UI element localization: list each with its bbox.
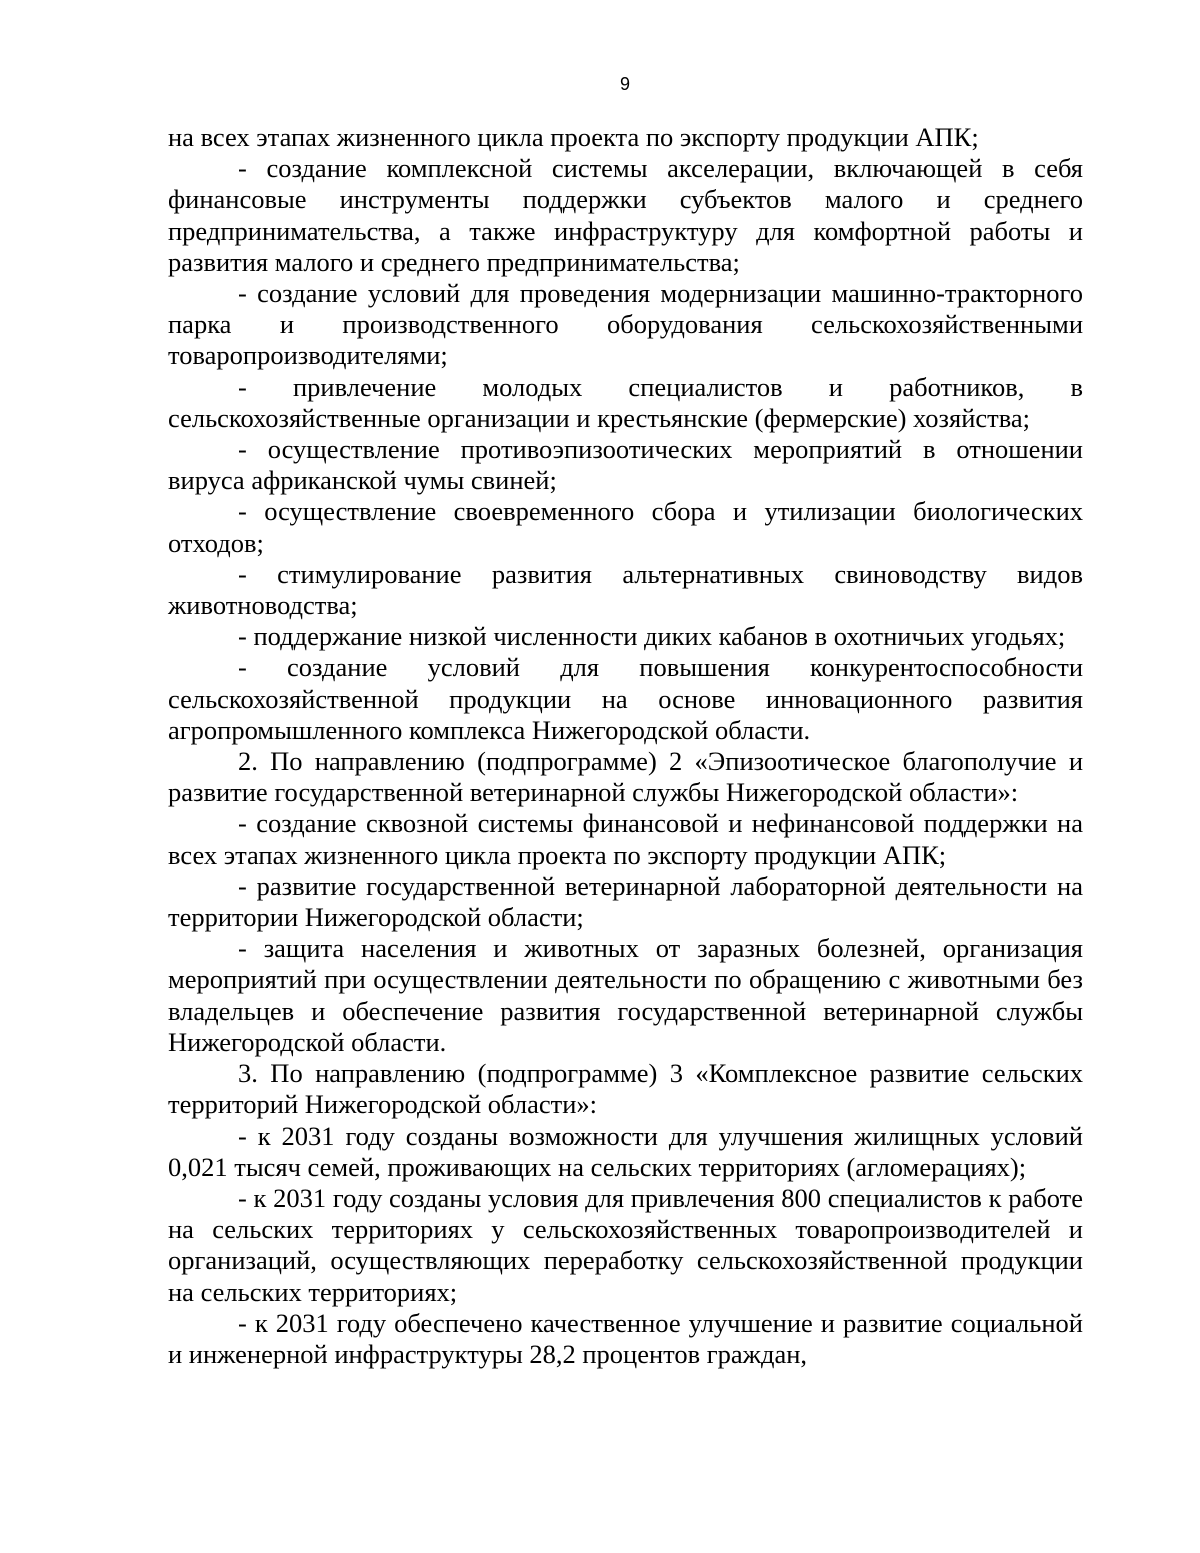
paragraph: - к 2031 году созданы возможности для улучшения жилищных условий 0,021 тысяч семей, проживающих на сельских территориях (агломерациях); [168, 1120, 1083, 1182]
paragraph: - создание сквозной системы финансовой и нефинансовой поддержки на всех этапах жизненного цикла проекта по экспорту продукции АПК; [168, 808, 1083, 870]
section-heading: 3. По направлению (подпрограмме) 3 «Комплексное развитие сельских территорий Нижегородской области»: [168, 1058, 1083, 1120]
paragraph: - развитие государственной ветеринарной лабораторной деятельности на территории Нижегородской области; [168, 870, 1083, 933]
paragraph: - привлечение молодых специалистов и работников, в сельскохозяйственные организации и крестьянские (фермерские) хозяйства; [168, 371, 1083, 433]
paragraph: - осуществление своевременного сбора и утилизации биологических отходов; [168, 496, 1083, 558]
paragraph: - стимулирование развития альтернативных свиноводству видов животноводства; [168, 558, 1083, 621]
section-heading: 2. По направлению (подпрограмме) 2 «Эпизоотическое благополучие и развитие государственной ветеринарной службы Нижегородской области»: [168, 746, 1083, 808]
paragraph: - защита населения и животных от заразных болезней, организация мероприятий при осуществлении деятельности по обращению с животными без владельцев и обеспечение развития государственной ветеринарной службы Нижегородской области. [168, 933, 1083, 1057]
paragraph: - к 2031 году обеспечено качественное улучшение и развитие социальной и инженерной инфраструктуры 28,2 процентов граждан, [168, 1307, 1083, 1369]
paragraph: - осуществление противоэпизоотических мероприятий в отношении вируса африканской чумы свиней; [168, 434, 1083, 496]
page-number: 9 [619, 74, 630, 94]
paragraph: - поддержание низкой численности диких кабанов в охотничьих угодьях; [238, 621, 1066, 652]
paragraph: - создание условий для проведения модернизации машинно-тракторного парка и производственного оборудования сельскохозяйственными товаропроизводителями; [168, 278, 1083, 371]
paragraph: - создание комплексной системы акселерации, включающей в себя финансовые инструменты поддержки субъектов малого и среднего предпринимательства, а также инфраструктуру для комфортной работы и развития малого и среднего предпринимательства; [168, 153, 1083, 277]
paragraph: - к 2031 году созданы условия для привлечения 800 специалистов к работе на сельских территориях у сельскохозяйственных товаропроизводителей и организаций, осуществляющих переработку сельскохозяйственной продукции на сельских территориях; [168, 1182, 1083, 1307]
document-body [168, 122, 1083, 1370]
paragraph: - создание условий для повышения конкурентоспособности сельскохозяйственной продукции на основе инновационного развития агропромышленного комплекса Нижегородской области. [168, 652, 1083, 745]
paragraph: на всех этапах жизненного цикла проекта по экспорту продукции АПК; [168, 122, 979, 152]
